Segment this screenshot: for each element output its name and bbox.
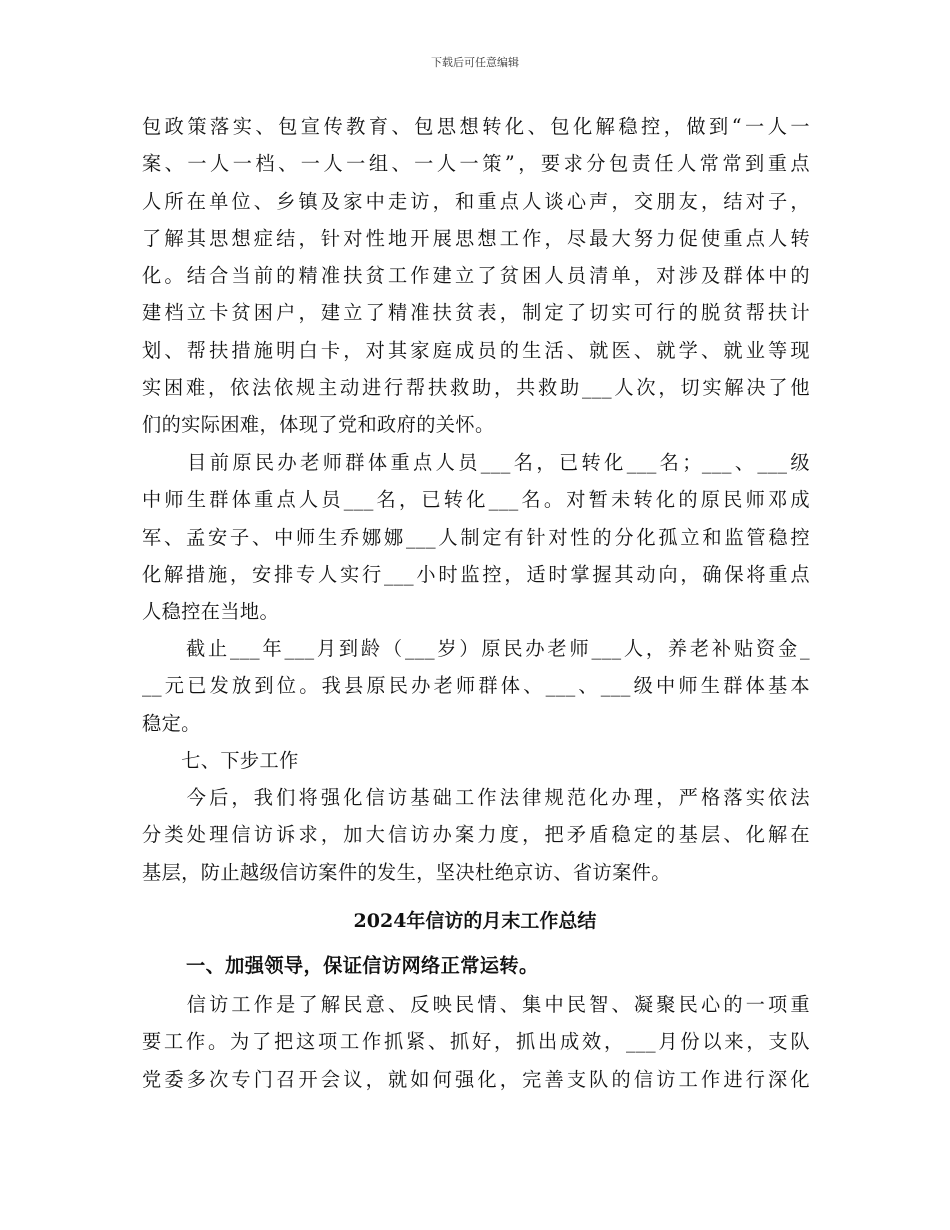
text-line: 分类处理信访诉求，加大信访办案力度，把矛盾稳定的基层、化解在: [142, 823, 810, 847]
text-line: 要工作。为了把这项工作抓紧、抓好，抓出成效，___月份以来，支队: [142, 1030, 810, 1054]
text-line: 稳定。: [142, 711, 201, 735]
text-line: 建档立卡贫困户，建立了精准扶贫表，制定了切实可行的脱贫帮扶计: [142, 301, 810, 325]
paragraph-2: [142, 444, 810, 630]
section-heading-7: [142, 742, 810, 779]
text-line: 党委多次专门召开会议，就如何强化，完善支队的信访工作进行深化: [142, 1067, 810, 1091]
text-line: 基层，防止越级信访案件的发生，坚决杜绝京访、省访案件。: [142, 860, 671, 884]
text-line: 人稳控在当地。: [142, 600, 280, 624]
text-line: 实困难，依法依规主动进行帮扶救助，共救助___人次，切实解决了他: [142, 376, 810, 400]
paragraph-3: [142, 630, 810, 742]
text-line: 今后，我们将强化信访基础工作法律规范化办理，严格落实依法: [142, 786, 810, 809]
text-line: 划、帮扶措施明白卡，对其家庭成员的生活、就医、就学、就业等现: [142, 338, 810, 362]
text-line: 目前原民办老师群体重点人员___名，已转化___名；___、___级: [142, 451, 810, 474]
text-line: 信访工作是了解民意、反映民情、集中民智、凝聚民心的一项重: [142, 993, 810, 1016]
text-line: 军、孟安子、中师生乔娜娜___人制定有针对性的分化孤立和监管稳控: [142, 525, 810, 549]
paragraph-1: [142, 108, 810, 444]
text-line: 化。结合当前的精准扶贫工作建立了贫困人员清单，对涉及群体中的: [142, 264, 810, 288]
text-line: __元已发放到位。我县原民办老师群体、___、___级中师生群体基本: [142, 674, 810, 698]
paragraph-5: [142, 986, 810, 1098]
text-line: 们的实际困难，体现了党和政府的关怀。: [142, 413, 495, 437]
text-line: 包政策落实、包宣传教育、包思想转化、包化解稳控，做到“一人一: [142, 115, 810, 138]
text-line: 截止___年___月到龄（___岁）原民办老师___人，养老补贴资金_: [142, 637, 810, 660]
document-title: 2024年信访的月末工作总结: [353, 910, 597, 932]
text-line: 化解措施，安排专人实行___小时监控，适时掌握其动向，确保将重点: [142, 562, 810, 586]
page-header: 下载后可任意编辑: [431, 56, 519, 69]
text-line: 案、一人一档、一人一组、一人一策”，要求分包责任人常常到重点: [142, 152, 810, 176]
text-line: 了解其思想症结，针对性地开展思想工作，尽最大努力促使重点人转: [142, 226, 810, 250]
text-line: 中师生群体重点人员___名，已转化___名。对暂未转化的原民师邓成: [142, 488, 810, 512]
paragraph-4: [142, 779, 810, 891]
heading-line: 七、下步工作: [142, 749, 299, 772]
text-line: 人所在单位、乡镇及家中走访，和重点人谈心声，交朋友，结对子，: [142, 189, 810, 213]
section-heading-1: 一、加强领导，保证信访网络正常运转。: [186, 954, 539, 977]
